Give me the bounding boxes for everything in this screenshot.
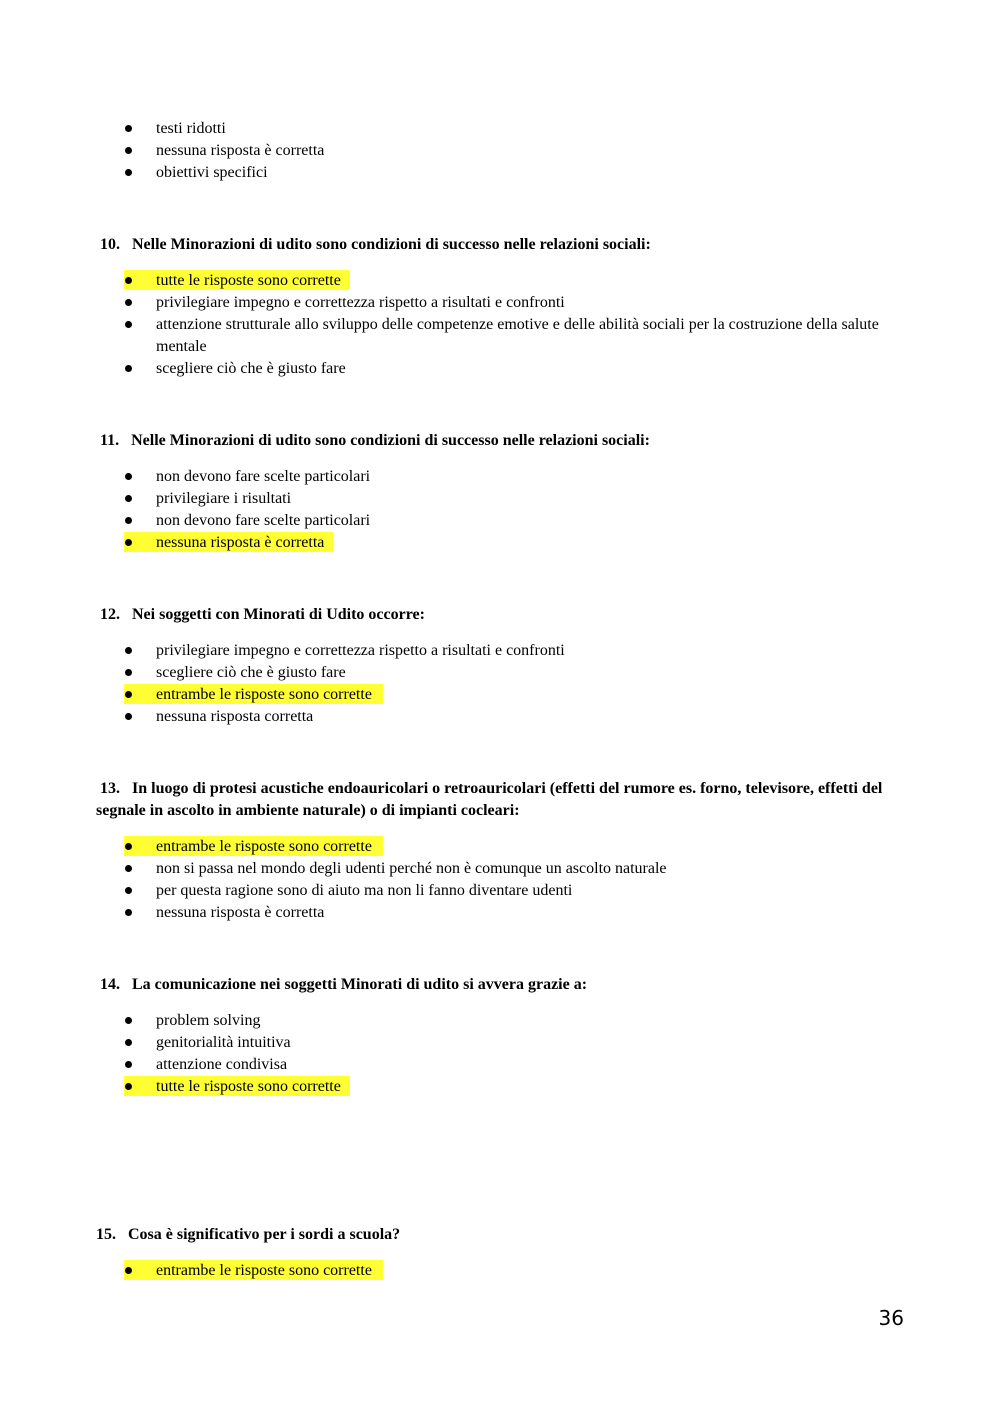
question-text: Nelle Minorazioni di udito sono condizioni di successo nelle relazioni sociali: — [131, 432, 650, 449]
answer-option: obiettivi specifici — [0, 162, 1000, 184]
question-number: 10. — [100, 236, 120, 253]
bullet-icon — [125, 321, 132, 328]
answer-option: attenzione condivisa — [0, 1054, 1000, 1076]
bullet-icon — [125, 1267, 132, 1274]
answer-option-correct: entrambe le risposte sono corrette — [0, 836, 1000, 858]
question-12-heading — [100, 604, 900, 626]
bullet-icon — [125, 865, 132, 872]
answer-option-correct: tutte le risposte sono corrette — [0, 270, 1000, 292]
question-number: 12. — [100, 606, 120, 623]
answer-option: per questa ragione sono di aiuto ma non li fanno diventare udenti — [0, 880, 1000, 902]
question-number: 13. — [100, 780, 120, 797]
answer-option: scegliere ciò che è giusto fare — [0, 662, 1000, 684]
bullet-icon — [125, 1083, 132, 1090]
question-text: La comunicazione nei soggetti Minorati di udito si avvera grazie a: — [132, 976, 588, 993]
question-12-options — [0, 640, 1000, 728]
question-11-options — [0, 466, 1000, 554]
question-13-heading — [96, 778, 904, 822]
answer-option: scegliere ciò che è giusto fare — [0, 358, 1000, 380]
question-number: 15. — [96, 1226, 116, 1243]
answer-option: privilegiare impegno e correttezza rispetto a risultati e confronti — [0, 292, 1000, 314]
answer-option: attenzione strutturale allo sviluppo delle competenze emotive e delle abilità sociali per la costruzione della salute mentale — [0, 314, 1000, 358]
answer-option: testi ridotti — [0, 118, 1000, 140]
question-number: 14. — [100, 976, 120, 993]
bullet-icon — [125, 473, 132, 480]
bullet-icon — [125, 909, 132, 916]
bullet-icon — [125, 277, 132, 284]
question-11-heading — [100, 430, 900, 452]
page-number: 36 — [878, 1306, 904, 1330]
answer-option-correct: tutte le risposte sono corrette — [0, 1076, 1000, 1098]
bullet-icon — [125, 1061, 132, 1068]
answer-option: nessuna risposta è corretta — [0, 902, 1000, 924]
bullet-icon — [125, 887, 132, 894]
bullet-icon — [125, 647, 132, 654]
answer-option: nessuna risposta è corretta — [0, 140, 1000, 162]
question-text: Nei soggetti con Minorati di Udito occorre: — [132, 606, 425, 623]
question-13-options — [0, 836, 1000, 924]
bullet-icon — [125, 691, 132, 698]
bullet-icon — [125, 147, 132, 154]
bullet-icon — [125, 517, 132, 524]
question-15-heading — [96, 1224, 900, 1246]
bullet-icon — [125, 1039, 132, 1046]
answer-option-correct: nessuna risposta è corretta — [0, 532, 1000, 554]
bullet-icon — [125, 169, 132, 176]
answer-option: problem solving — [0, 1010, 1000, 1032]
question-14-options — [0, 1010, 1000, 1098]
answer-option: privilegiare impegno e correttezza rispetto a risultati e confronti — [0, 640, 1000, 662]
bullet-icon — [125, 669, 132, 676]
answer-option: genitorialità intuitiva — [0, 1032, 1000, 1054]
answer-option: privilegiare i risultati — [0, 488, 1000, 510]
bullet-icon — [125, 125, 132, 132]
bullet-icon — [125, 365, 132, 372]
bullet-icon — [125, 495, 132, 502]
question-number: 11. — [100, 432, 120, 449]
bullet-icon — [125, 539, 132, 546]
answer-option: non si passa nel mondo degli udenti perché non è comunque un ascolto naturale — [0, 858, 1000, 880]
bullet-icon — [125, 299, 132, 306]
question-10-options — [0, 270, 1000, 380]
answer-option: nessuna risposta corretta — [0, 706, 1000, 728]
question-10-heading — [100, 234, 900, 256]
continuation-options — [0, 118, 1000, 184]
question-15-options — [0, 1260, 1000, 1282]
question-text: Cosa è significativo per i sordi a scuola? — [128, 1226, 401, 1243]
answer-option-correct: entrambe le risposte sono corrette — [0, 684, 1000, 706]
question-text: Nelle Minorazioni di udito sono condizioni di successo nelle relazioni sociali: — [132, 236, 651, 253]
bullet-icon — [125, 1017, 132, 1024]
question-14-heading — [100, 974, 900, 996]
answer-option-correct: entrambe le risposte sono corrette — [0, 1260, 1000, 1282]
bullet-icon — [125, 843, 132, 850]
answer-option: non devono fare scelte particolari — [0, 466, 1000, 488]
answer-option: non devono fare scelte particolari — [0, 510, 1000, 532]
bullet-icon — [125, 713, 132, 720]
question-text: In luogo di protesi acustiche endoauricolari o retroauricolari (effetti del rumore es. forno, televisore, effetti del segnale in ascolto in ambiente naturale) o di impianti cocleari: — [96, 780, 883, 819]
